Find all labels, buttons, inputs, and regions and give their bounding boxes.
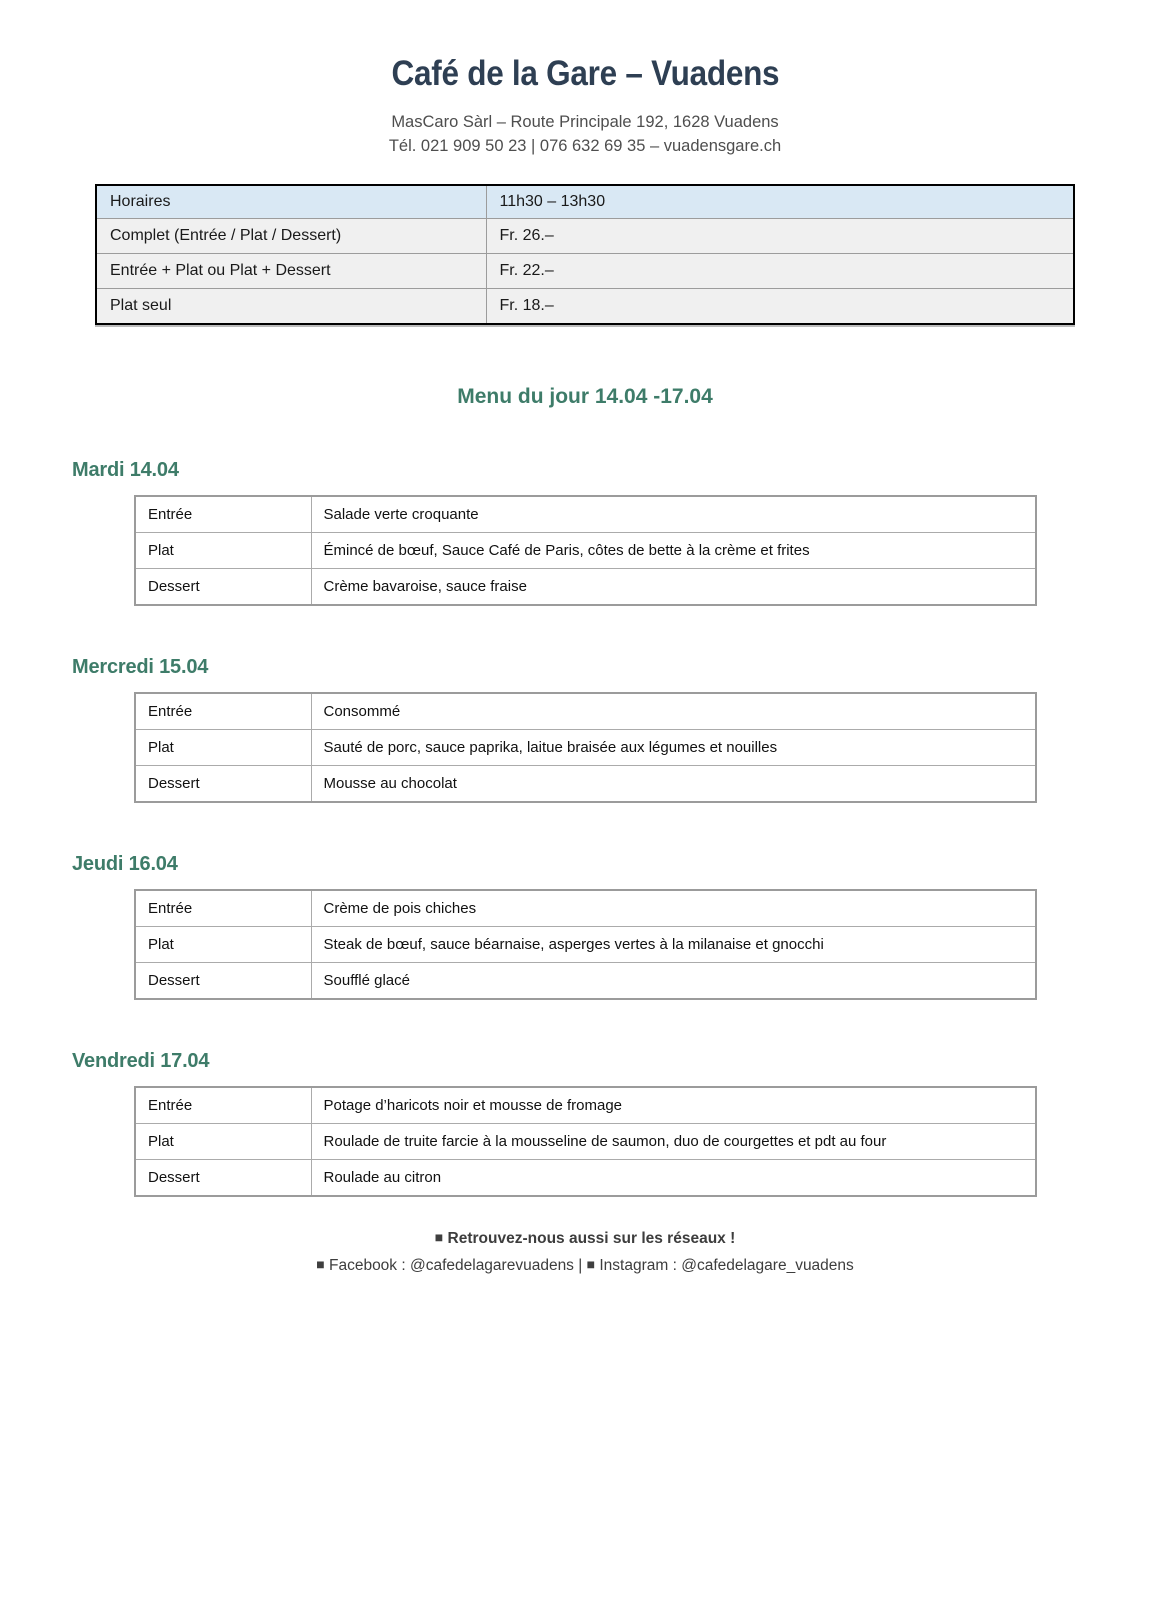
pricing-row-complet — [96, 219, 1074, 254]
course-value: Roulade de truite farcie à la mousseline de saumon, duo de courgettes et pdt au four — [311, 1124, 1036, 1160]
menu-document — [0, 55, 1170, 1279]
pricing-label: Horaires — [96, 185, 486, 219]
course-label: Dessert — [135, 569, 311, 606]
pricing-label: Plat seul — [96, 289, 486, 325]
course-label: Entrée — [135, 496, 311, 533]
contact-line: Tél. 021 909 50 23 | 076 632 69 35 – vuadensgare.ch — [388, 137, 782, 155]
pricing-value: Fr. 26.– — [486, 219, 1074, 254]
course-value: Consommé — [311, 693, 1036, 730]
course-label: Entrée — [135, 1087, 311, 1124]
pricing-row-plat-seul — [96, 289, 1074, 325]
pricing-row-horaires — [96, 185, 1074, 219]
social-footer-heading-text: Retrouvez-nous aussi sur les réseaux ! — [447, 1230, 736, 1247]
course-row-plat — [135, 927, 1036, 963]
course-row-entree — [135, 1087, 1036, 1124]
social-footer-handles — [0, 1252, 1170, 1279]
pricing-label: Complet (Entrée / Plat / Dessert) — [96, 219, 486, 254]
course-value: Steak de bœuf, sauce béarnaise, asperges vertes à la milanaise et gnocchi — [311, 927, 1036, 963]
instagram-handle: Instagram : @cafedelagare_vuadens — [599, 1257, 854, 1274]
pricing-row-entree-plat — [96, 254, 1074, 289]
day-section-mardi — [0, 459, 1170, 606]
day-section-vendredi — [0, 1050, 1170, 1197]
social-footer — [0, 1225, 1170, 1279]
address-line: MasCaro Sàrl – Route Principale 192, 1628 Vuadens — [391, 113, 779, 131]
course-row-entree — [135, 496, 1036, 533]
course-label: Entrée — [135, 890, 311, 927]
instagram-square-icon: ■ — [586, 1256, 596, 1272]
course-value: Soufflé glacé — [311, 963, 1036, 1000]
course-value: Mousse au chocolat — [311, 766, 1036, 803]
pricing-value: 11h30 – 13h30 — [486, 185, 1074, 219]
pricing-label: Entrée + Plat ou Plat + Dessert — [96, 254, 486, 289]
day-heading-vendredi: Vendredi 17.04 — [72, 1050, 210, 1072]
course-row-plat — [135, 533, 1036, 569]
day-menu-table — [134, 495, 1037, 606]
course-value: Émincé de bœuf, Sauce Café de Paris, côtes de bette à la crème et frites — [311, 533, 1036, 569]
footer-separator: | — [578, 1257, 583, 1274]
day-heading-mercredi: Mercredi 15.04 — [72, 656, 209, 678]
course-row-plat — [135, 730, 1036, 766]
course-label: Plat — [135, 730, 311, 766]
page-title — [0, 55, 1170, 93]
course-row-dessert — [135, 963, 1036, 1000]
course-row-dessert — [135, 569, 1036, 606]
day-menu-table — [134, 889, 1037, 1000]
course-value: Crème de pois chiches — [311, 890, 1036, 927]
course-value: Roulade au citron — [311, 1160, 1036, 1197]
day-heading-mardi: Mardi 14.04 — [72, 459, 179, 481]
course-value: Potage d’haricots noir et mousse de fromage — [311, 1087, 1036, 1124]
course-label: Dessert — [135, 1160, 311, 1197]
pricing-table — [95, 184, 1075, 325]
course-row-dessert — [135, 766, 1036, 803]
pricing-value: Fr. 22.– — [486, 254, 1074, 289]
course-row-dessert — [135, 1160, 1036, 1197]
course-value: Sauté de porc, sauce paprika, laitue braisée aux légumes et nouilles — [311, 730, 1036, 766]
course-label: Entrée — [135, 693, 311, 730]
day-heading-jeudi: Jeudi 16.04 — [72, 853, 178, 875]
course-label: Dessert — [135, 963, 311, 1000]
social-footer-heading — [0, 1225, 1170, 1252]
day-section-mercredi — [0, 656, 1170, 803]
menu-week-heading: Menu du jour 14.04 -17.04 — [457, 385, 713, 408]
pricing-value: Fr. 18.– — [486, 289, 1074, 325]
day-menu-table — [134, 1086, 1037, 1197]
course-label: Plat — [135, 533, 311, 569]
course-value: Crème bavaroise, sauce fraise — [311, 569, 1036, 606]
course-label: Dessert — [135, 766, 311, 803]
facebook-square-icon: ■ — [316, 1256, 325, 1272]
course-label: Plat — [135, 927, 311, 963]
page-title-text: Café de la Gare – Vuadens — [391, 54, 779, 93]
facebook-handle: Facebook : @cafedelagarevuadens — [328, 1257, 574, 1274]
course-row-entree — [135, 693, 1036, 730]
day-section-jeudi — [0, 853, 1170, 1000]
course-row-plat — [135, 1124, 1036, 1160]
course-row-entree — [135, 890, 1036, 927]
square-icon: ■ — [434, 1229, 444, 1245]
course-value: Salade verte croquante — [311, 496, 1036, 533]
course-label: Plat — [135, 1124, 311, 1160]
day-menu-table — [134, 692, 1037, 803]
